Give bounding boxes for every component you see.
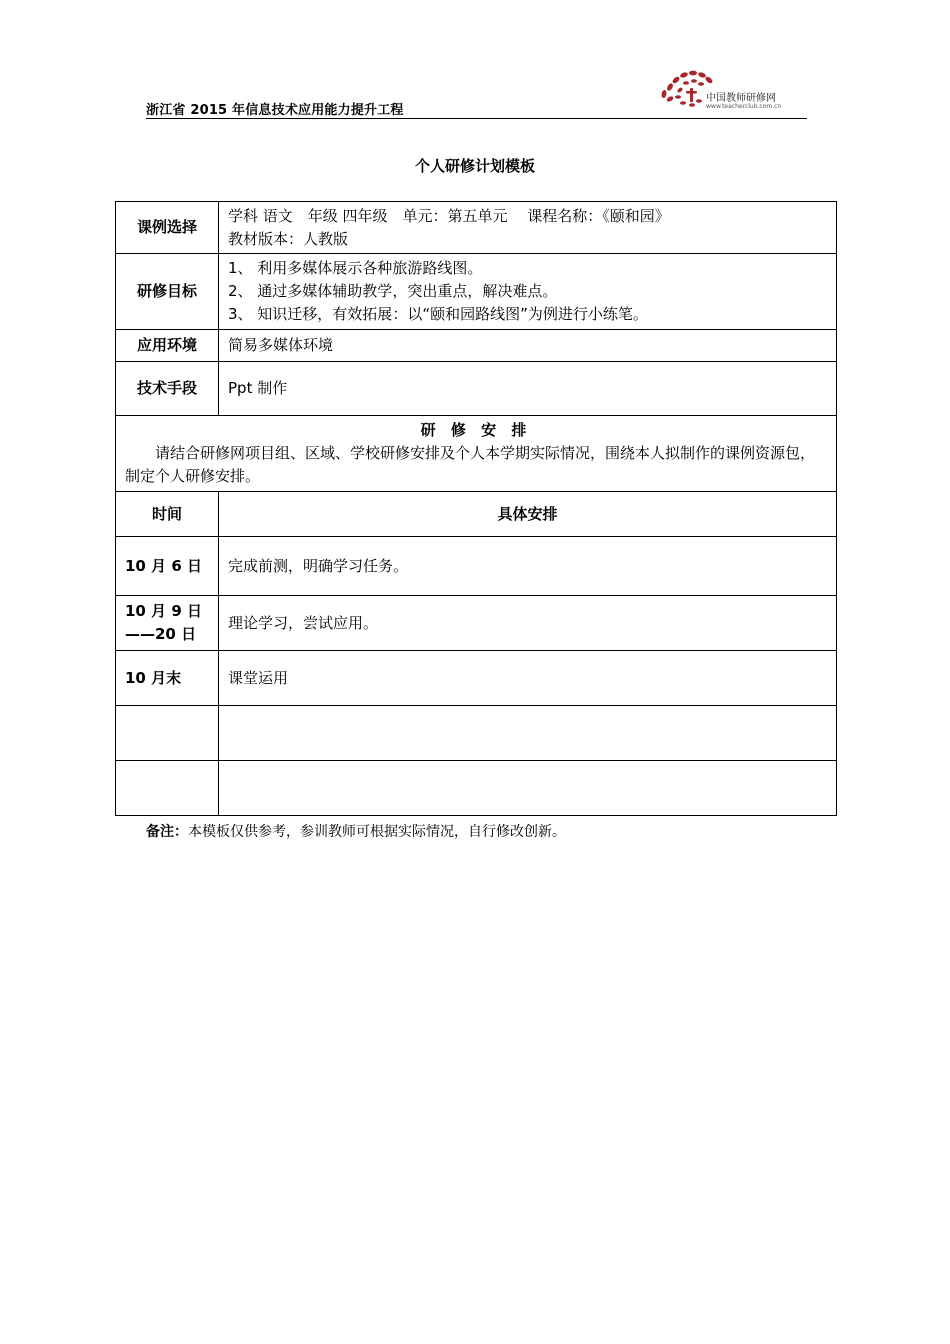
schedule-time: 10 月末 [116,651,219,706]
tech-row [116,362,837,416]
schedule-row-empty [116,761,837,816]
schedule-header-row [116,492,837,537]
schedule-detail: 完成前测，明确学习任务。 [219,537,837,596]
schedule-time: 10 月 6 日 [116,537,219,596]
schedule-row [116,596,837,651]
schedule-time-empty [116,706,219,761]
schedule-detail-empty [219,706,837,761]
arrangement-heading: 研 修 安 排 [420,421,532,439]
schedule-row-empty [116,706,837,761]
course-row [116,202,837,254]
schedule-row [116,537,837,596]
arrangement-row [116,416,837,492]
goals-row [116,254,837,330]
course-line-1: 学科 语文 年级 四年级 单元：第五单元 课程名称：《颐和园》 [228,206,670,225]
tech-label: 技术手段 [116,362,219,416]
goal-item: 2、 通过多媒体辅助教学，突出重点，解决难点。 [228,282,558,300]
env-row [116,330,837,362]
header-divider [146,118,807,119]
schedule-time [116,596,219,651]
goals-value [219,254,837,330]
schedule-row [116,651,837,706]
logo-name: 中国教师研修网 [706,93,776,104]
logo-url: www.teacherclub.com.cn [706,103,782,110]
col-time-header: 时间 [116,492,219,537]
course-line-2: 教材版本：人教版 [228,229,349,248]
course-value [219,202,837,254]
schedule-time-line-1: 10 月 9 日 [125,602,202,620]
schedule-detail: 课堂运用 [219,651,837,706]
goals-label: 研修目标 [116,254,219,330]
course-label: 课例选择 [116,202,219,254]
schedule-time-empty [116,761,219,816]
goal-item: 1、 利用多媒体展示各种旅游路线图。 [228,259,483,277]
env-label: 应用环境 [116,330,219,362]
tech-value: Ppt 制作 [219,362,837,416]
note-label: 备注： [146,824,188,840]
document-title: 个人研修计划模板 [414,157,535,175]
arrangement-instruction: 请结合研修网项目组、区域、学校研修安排及个人本学期实际情况，围绕本人拟制作的课例资源包，制定个人研修安排。 [125,444,816,485]
schedule-detail: 理论学习，尝试应用。 [219,596,837,651]
col-detail-header: 具体安排 [219,492,837,537]
schedule-time-line-2: ——20 日 [125,625,197,643]
note-text: 本模板仅供参考，参训教师可根据实际情况，自行修改创新。 [188,824,566,840]
schedule-detail-empty [219,761,837,816]
goal-item: 3、 知识迁移，有效拓展：以“颐和园路线图”为例进行小练笔。 [228,305,648,323]
arrangement-cell [116,416,837,492]
footnote [146,821,566,841]
env-value: 简易多媒体环境 [219,330,837,362]
header-project-title: 浙江省 2015 年信息技术应用能力提升工程 [146,103,404,118]
study-plan-table [115,201,837,816]
